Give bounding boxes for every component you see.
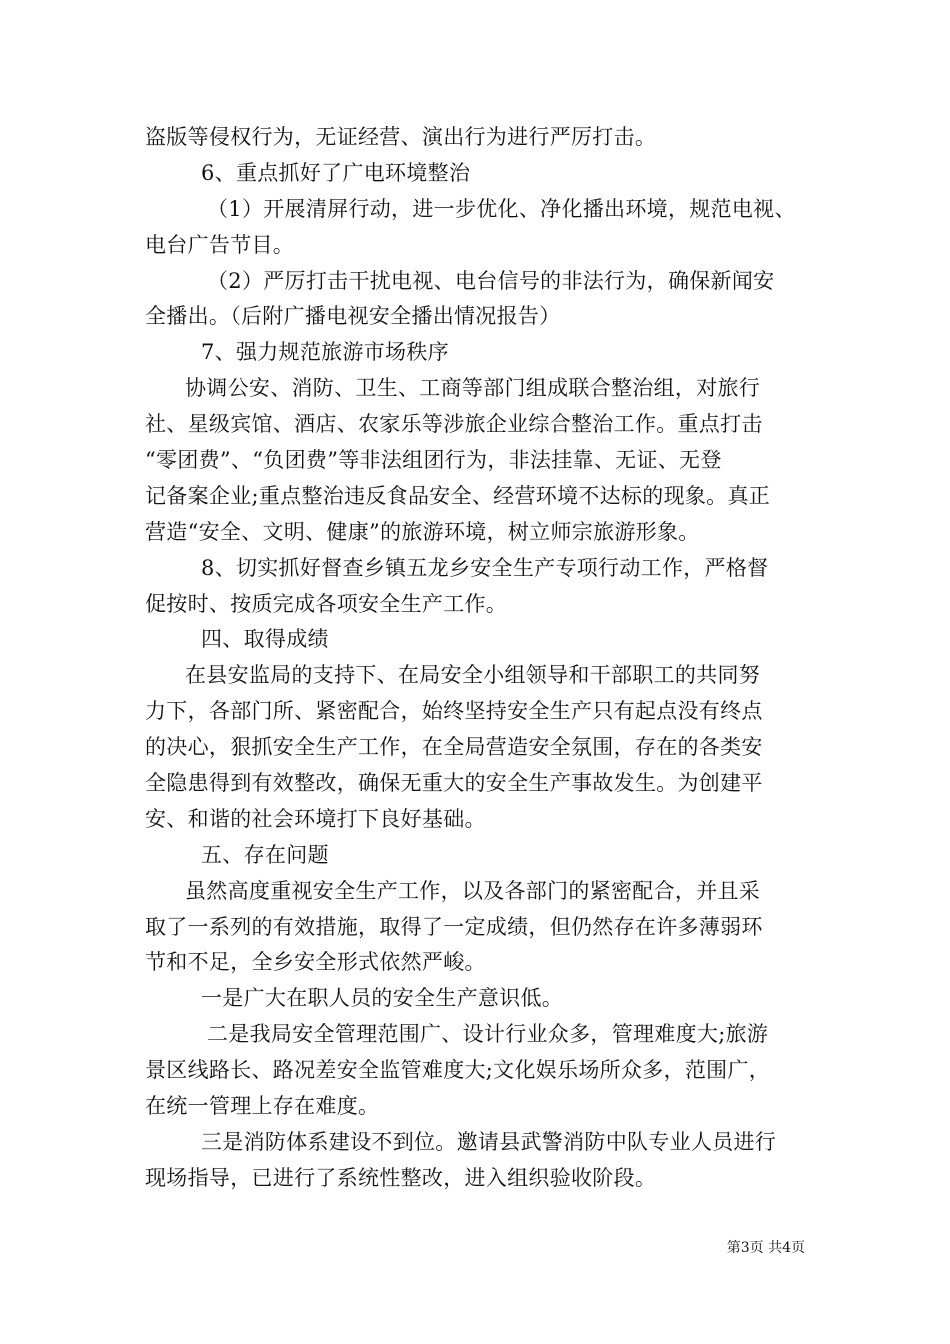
text-line: 社、星级宾馆、酒店、农家乐等涉旅企业综合整治工作。重点打击 [145,412,763,437]
text-line: 在县安监局的支持下、在局安全小组领导和干部职工的共同努 [185,663,761,688]
text-line: 虽然高度重视安全生产工作，以及各部门的紧密配合，并且采 [185,878,761,903]
text-line: 电台广告节目。 [145,232,295,257]
text-line: 五、存在问题 [201,842,329,867]
text-line: 节和不足，全乡安全形式依然严峻。 [145,950,486,975]
text-line: 四、取得成绩 [201,627,329,652]
text-line: 取了一系列的有效措施，取得了一定成绩，但仍然存在许多薄弱环 [145,914,763,939]
text-line: 盗版等侵权行为，无证经营、演出行为进行严厉打击。 [145,125,657,149]
text-line: 6、重点抓好了广电环境整治 [201,160,471,185]
text-line: 在统一管理上存在难度。 [145,1094,380,1119]
text-line: 安、和谐的社会环境打下良好基础。 [145,806,486,831]
text-line: 力下，各部门所、紧密配合，始终坚持安全生产只有起点没有终点 [145,699,763,724]
text-line: 协调公安、消防、卫生、工商等部门组成联合整治组，对旅行 [185,376,761,401]
text-line: 全隐患得到有效整改，确保无重大的安全生产事故发生。为创建平 [145,771,763,796]
text-line: 的决心，狠抓安全生产工作，在全局营造安全氛围，存在的各类安 [145,735,763,760]
text-line: 景区线路长、路况差安全监管难度大;文化娱乐场所众多，范围广， [145,1058,771,1083]
page-number: 第3页 共4页 [726,1240,805,1256]
text-line: 全播出。（后附广播电视安全播出情况报告） [145,304,561,329]
text-line: 促按时、按质完成各项安全生产工作。 [145,591,508,616]
text-line: 二是我局安全管理范围广、设计行业众多，管理难度大;旅游 [207,1022,769,1047]
text-line: 营造“安全、文明、健康”的旅游环境，树立师宗旅游形象。 [145,519,700,544]
text-line: （2）严厉打击干扰电视、电台信号的非法行为，确保新闻安 [207,268,775,293]
text-line: 7、强力规范旅游市场秩序 [201,340,449,365]
text-line: 8、切实抓好督查乡镇五龙乡安全生产专项行动工作，严格督 [201,555,769,580]
document-body [145,120,815,1197]
text-line: 现场指导，已进行了系统性整改，进入组织验收阶段。 [145,1165,657,1190]
text-line: 一是广大在职人员的安全生产意识低。 [201,986,564,1011]
text-line: 三是消防体系建设不到位。邀请县武警消防中队专业人员进行 [201,1129,777,1154]
text-line: 记备案企业;重点整治违反食品安全、经营环境不达标的现象。真正 [145,483,771,508]
text-line: （1）开展清屏行动，进一步优化、净化播出环境，规范电视、 [207,196,796,221]
text-line: “零团费”、“负团费”等非法组团行为，非法挂靠、无证、无登 [145,448,722,473]
